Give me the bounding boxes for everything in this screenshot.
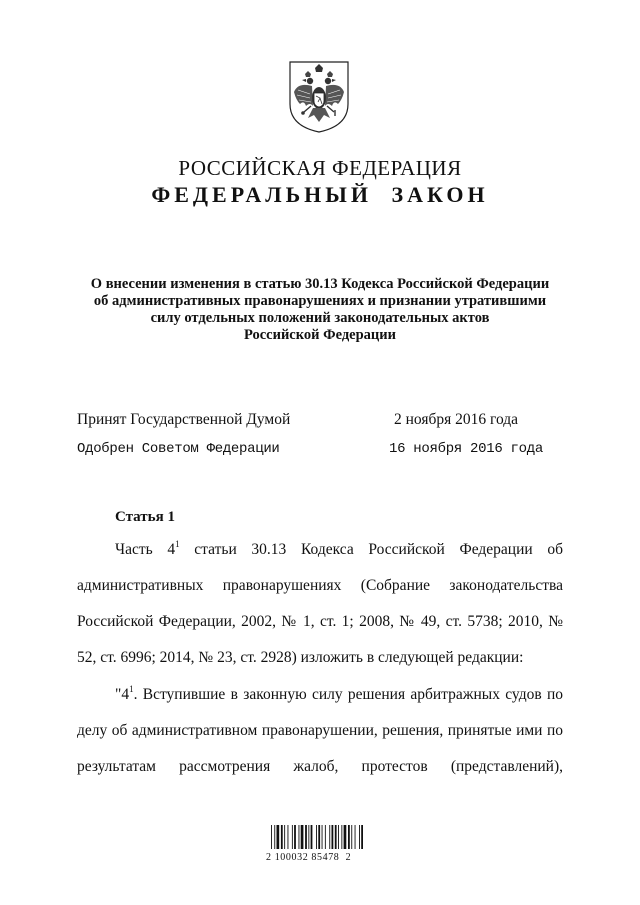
barcode-bar	[355, 825, 356, 849]
barcode-bar	[332, 825, 334, 849]
article-paragraph-2	[77, 677, 563, 785]
superscript: 1	[129, 684, 134, 694]
barcode-bar	[316, 825, 317, 849]
paragraph-text: статьи 30.13 Кодекса Российской Федерации об административных правонарушениях (Собрание законодательства Российской Федерации, 2002, № 1, ст. 1; 2008, № 49, ст. 5738; 2010, № 52, ст. 6996; 2014, № 23, ст. 2928) изложить в следующей редакции:	[77, 541, 563, 666]
barcode-bar	[271, 825, 272, 849]
barcode-bar	[361, 825, 363, 849]
law-title-line: силу отдельных положений законодательных актов	[150, 310, 490, 326]
barcode-bar	[351, 825, 352, 849]
country-heading: РОССИЙСКАЯ ФЕДЕРАЦИЯ	[178, 156, 462, 180]
barcode-bar	[359, 825, 360, 849]
barcode-bar	[308, 825, 309, 849]
barcode-bar	[288, 825, 289, 849]
barcode-bar	[305, 825, 307, 849]
barcode-bar	[274, 825, 275, 849]
coat-of-arms-emblem	[286, 60, 352, 134]
barcode-bar	[294, 825, 296, 849]
barcode-bar	[318, 825, 320, 849]
barcode	[268, 821, 368, 881]
barcode-number: 2 100032 85478 2	[266, 852, 352, 863]
paragraph-text: . Вступившие в законную силу решения арбитражных судов по делу об административном правонарушении, решения, принятые ими по результатам рассмотрения жалоб, протестов (представлений),	[77, 686, 563, 775]
law-title-line: О внесении изменения в статью 30.13 Кодекса Российской Федерации	[90, 276, 550, 292]
barcode-bar	[311, 825, 313, 849]
barcode-bar	[281, 825, 283, 849]
law-title	[60, 276, 580, 344]
barcode-bar	[329, 825, 330, 849]
barcode-bar	[338, 825, 339, 849]
barcode-bar	[292, 825, 293, 849]
council-approval-label: Одобрен Советом Федерации	[77, 441, 280, 457]
council-approval-date: 16 ноября 2016 года	[389, 441, 543, 457]
superscript: 1	[175, 539, 180, 549]
barcode-bars-icon	[268, 821, 368, 851]
paragraph-text: Часть 4	[115, 541, 176, 558]
barcode-bar	[344, 825, 347, 849]
double-headed-eagle-icon	[286, 60, 352, 134]
barcode-bar	[284, 825, 285, 849]
barcode-bar	[299, 825, 300, 849]
barcode-bar	[335, 825, 337, 849]
barcode-bar	[277, 825, 280, 849]
barcode-bar	[341, 825, 342, 849]
barcode-bar	[301, 825, 304, 849]
barcode-bar	[348, 825, 350, 849]
duma-adoption-label: Принят Государственной Думой	[77, 411, 291, 428]
article-heading: Статья 1	[115, 509, 175, 525]
paragraph-text: "4	[115, 686, 130, 703]
law-title-line: об административных правонарушениях и признании утратившими	[93, 293, 547, 309]
barcode-bar	[325, 825, 326, 849]
duma-adoption-date: 2 ноября 2016 года	[394, 411, 519, 428]
document-type-heading: ФЕДЕРАЛЬНЫЙ ЗАКОН	[151, 182, 489, 207]
law-title-line: Российской Федерации	[243, 327, 396, 343]
barcode-bar	[322, 825, 323, 849]
article-paragraph-1	[77, 532, 563, 676]
